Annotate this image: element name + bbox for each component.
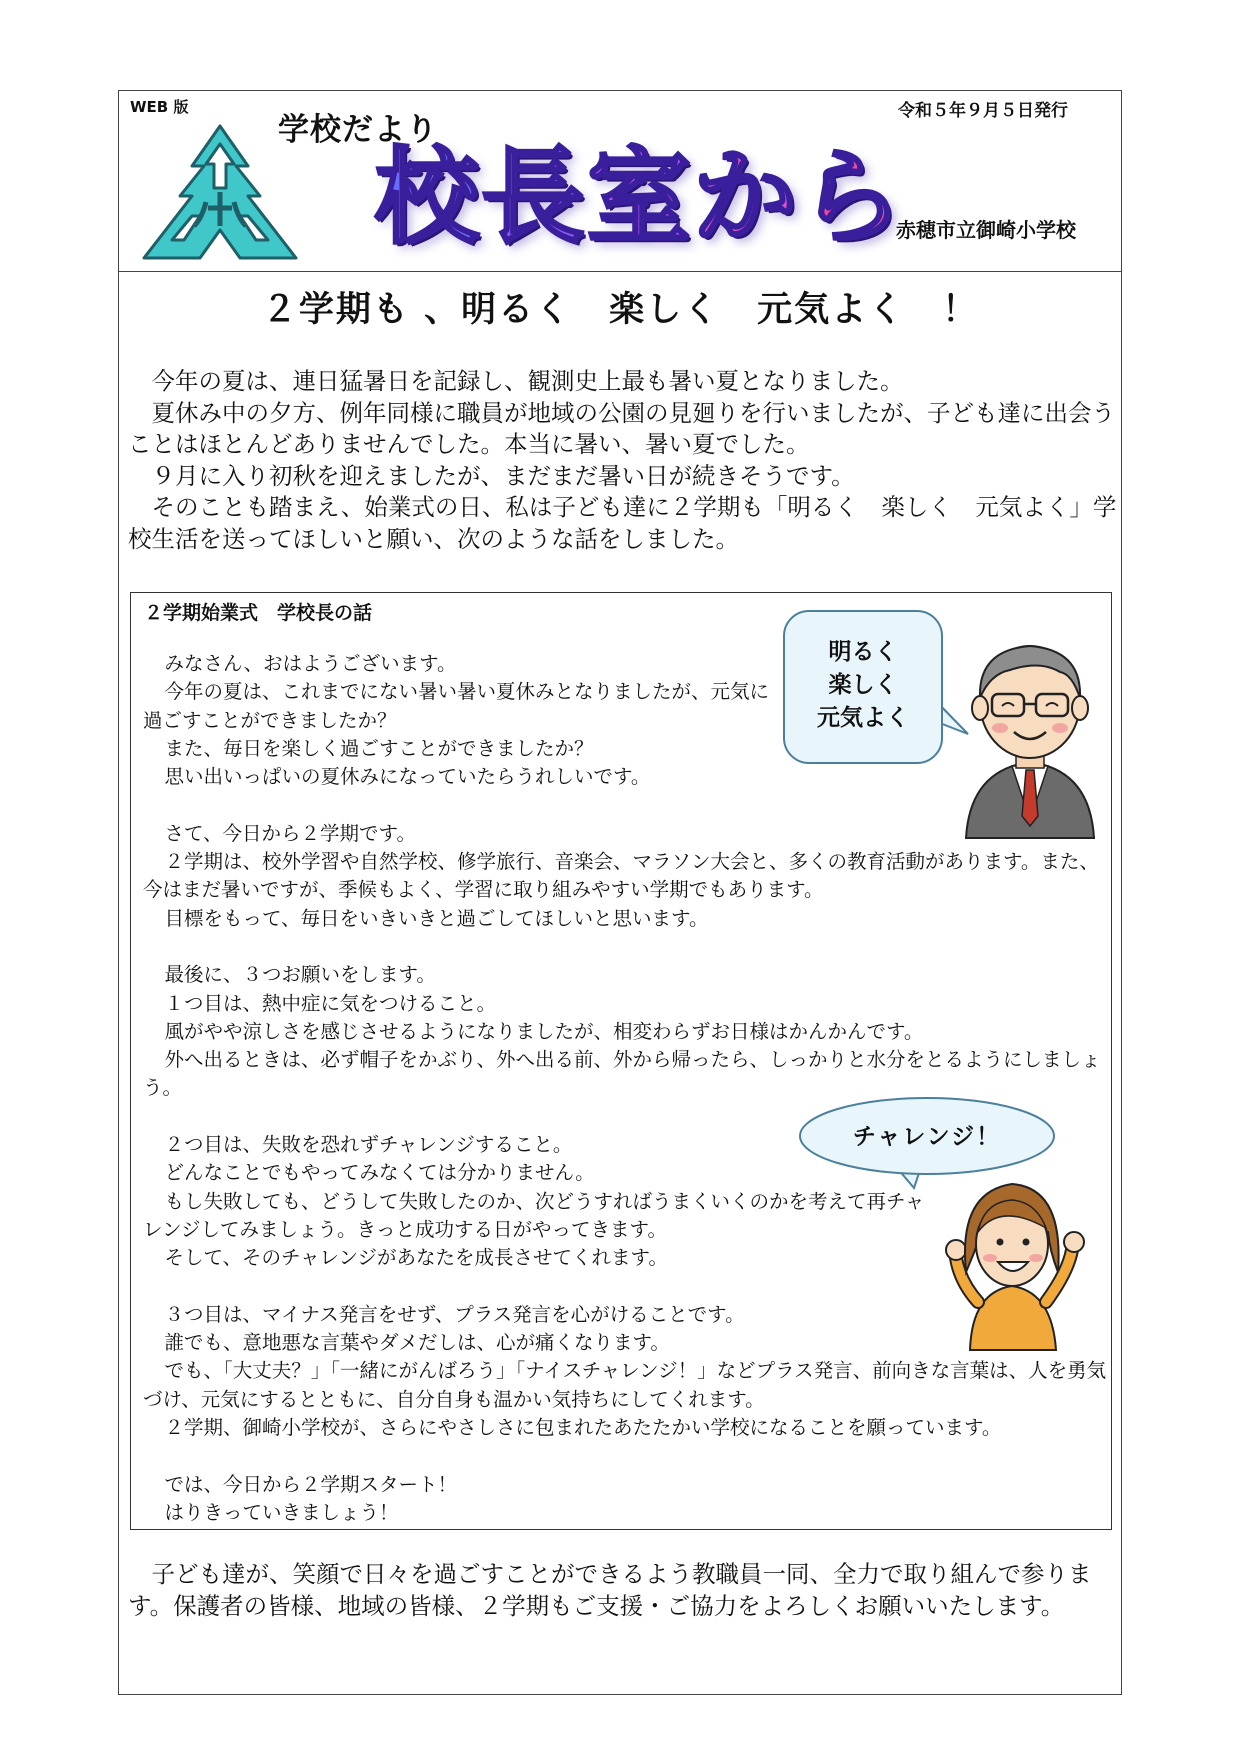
speech-line: また、毎日を楽しく過ごすことができましたか？	[164, 736, 594, 760]
speech-line: 誰でも、意地悪な言葉やダメだしは、心が痛くなります。	[164, 1331, 670, 1355]
speech-line: 最後に、３つお願いをします。	[164, 963, 436, 987]
speech-line: ２学期は、校外学習や自然学校、修学旅行、音楽会、マラソン大会と、多くの教育活動があります。また、今はまだ暑いですが、季候もよく、学習に取り組みやすい学期でもあります。	[143, 850, 1099, 902]
title-char: ら	[799, 136, 906, 258]
bubble-line: 元気よく	[817, 705, 909, 731]
speech-line: はりきっていきましょう！	[164, 1500, 399, 1524]
speech-bubble-1-text	[783, 636, 943, 735]
headline: ２学期も 、明るく 楽しく 元気よく ！	[261, 290, 980, 330]
speech-line: でも、「大丈夫？」「一緒にがんばろう」「ナイスチャレンジ！」などプラス発言、前向きな言葉は、人を勇気づけ、元気にするとともに、自分自身も温かい気持ちにしてくれます。	[143, 1359, 1107, 1411]
intro-paragraph: 今年の夏は、連日猛暑日を記録し、観測史上最も暑い夏となりました。	[151, 367, 904, 395]
speech-line: では、今日から２学期スタート！	[164, 1472, 457, 1496]
school-name: 赤穂市立御崎小学校	[896, 218, 1076, 242]
title-char: 校	[375, 136, 482, 258]
speech-line: 目標をもって、毎日をいきいきと過ごしてほしいと思います。	[164, 906, 709, 930]
speech-line: 今年の夏は、これまでにない暑い暑い夏休みとなりましたが、元気に過ごすことができましたか？	[143, 680, 769, 732]
speech-line: もし失敗しても、どうして失敗したのか、次どうすればうまくいくのかを考えて再チャレンジしてみましょう。きっと成功する日がやってきます。	[143, 1189, 925, 1241]
principal-illustration-icon	[960, 620, 1100, 840]
speech-title: ２学期始業式 学校長の話	[144, 602, 373, 624]
intro-paragraph: そのことも踏まえ、始業式の日、私は子ども達に２学期も「明るく 楽しく 元気よく」学校生活を送ってほしいと願い、次のような話をしました。	[128, 493, 1117, 553]
speech-line: どんなことでもやってみなくては分かりません。	[164, 1161, 595, 1185]
speech-line: 思い出いっぱいの夏休みになっていたらうれしいです。	[164, 765, 651, 789]
issue-date: 令和５年９月５日発行	[898, 101, 1068, 121]
speech-line: ３つ目は、マイナス発言をせず、プラス発言を心がけることです。	[164, 1302, 745, 1326]
title-char: か	[693, 136, 800, 258]
title-char: 室	[587, 136, 694, 258]
speech-line: ２つ目は、失敗を恐れずチャレンジすること。	[164, 1133, 573, 1157]
closing-text	[128, 1558, 1118, 1622]
speech-section	[143, 1471, 1107, 1528]
speech-line: 外へ出るときは、必ず帽子をかぶり、外へ出る前、外から帰ったら、しっかりと水分をとるようにしましょう。	[143, 1048, 1101, 1100]
speech-bubble-2-text: チャレンジ！	[852, 1124, 1002, 1150]
bubble-line: 明るく	[828, 639, 898, 665]
speech-line: みなさん、おはようございます。	[164, 652, 457, 675]
bubble-line: 楽しく	[828, 672, 898, 698]
speech-line: ２学期、御崎小学校が、さらにやさしさに包まれたあたたかい学校になることを願っています。	[164, 1416, 1002, 1440]
web-edition-label: WEB 版	[130, 98, 189, 116]
title-char: 長	[481, 136, 588, 258]
intro-paragraph: ９月に入り初秋を迎えましたが、まだまだ暑い日が続きそうです。	[151, 461, 855, 490]
intro-paragraph: 夏休み中の夕方、例年同様に職員が地域の公園の見廻りを行いましたが、子ども達に出会うことはほとんどありませんでした。本当に暑い、暑い夏でした。	[128, 398, 1115, 458]
speech-section	[143, 961, 1107, 1102]
speech-line: 風がやや涼しさを感じさせるようになりましたが、相変わらずお日様はかんかんです。	[164, 1019, 924, 1043]
intro-text	[128, 366, 1118, 555]
cheering-girl-illustration-icon	[940, 1162, 1090, 1352]
newsletter-name: 学校だより	[278, 112, 438, 148]
speech-line: そして、そのチャレンジがあなたを成長させてくれます。	[164, 1246, 668, 1270]
school-emblem-icon	[136, 122, 304, 266]
speech-line: １つ目は、熱中症に気をつけること。	[164, 991, 496, 1015]
closing-paragraph: 子ども達が、笑顔で日々を過ごすことができるよう教職員一同、全力で取り組んで参ります。保護者の皆様、地域の皆様、２学期もご支援・ご協力をよろしくお願いいたします。	[128, 1560, 1092, 1620]
main-title	[375, 136, 906, 258]
speech-line: さて、今日から２学期です。	[164, 821, 416, 845]
